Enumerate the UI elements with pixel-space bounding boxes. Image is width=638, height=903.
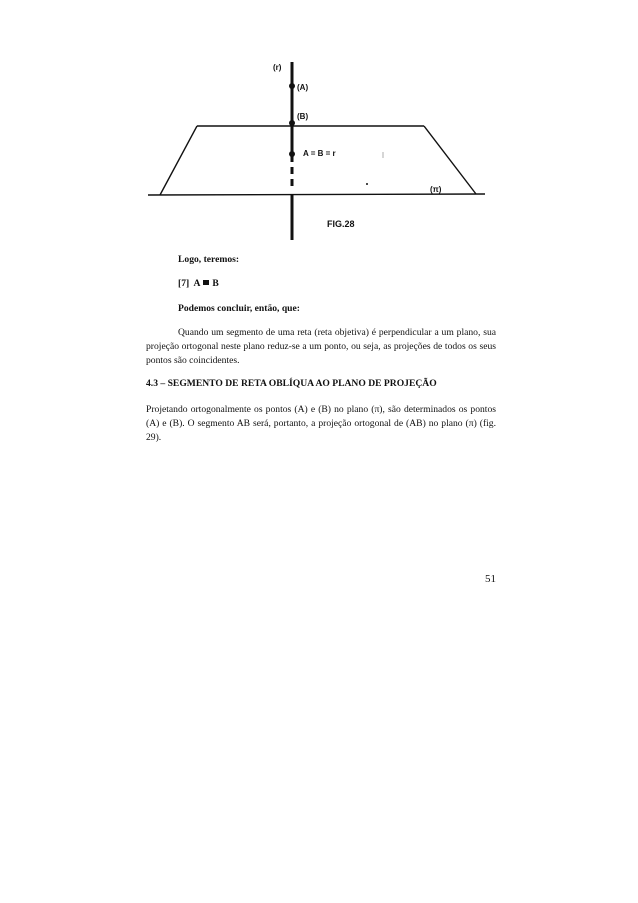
equation-a: A [193,278,201,289]
label-pi: (π) [430,185,442,194]
stray-dot [366,183,368,185]
coincides-symbol [203,280,209,285]
equation-7 [146,277,528,291]
figure-caption: FIG.28 [327,219,355,229]
page-number: 51 [485,573,496,585]
paragraph-perpendicular: Quando um segmento de uma reta (reta objetiva) é perpendicular a um plano, sua projeção ortogonal neste plano reduz-se a um ponto, ou seja, as projeções de todos os seus pontos são coincidentes. [146,327,496,366]
label-r: (r) [273,63,282,72]
point-projection [289,151,295,157]
label-a: (A) [297,83,309,92]
label-projection: A = B = r [303,149,336,158]
paragraph-oblique: Projetando ortogonalmente os pontos (A) e (B) no plano (π), são determinados os pontos (A) e (B). O segmento AB será, portanto, a projeção ortogonal de (AB) no plano (π) (fig. 29). [146,404,496,443]
figure-28 [140,50,490,245]
point-b [289,120,295,126]
equation-b: B [212,278,219,289]
logo-line: Logo, teremos: [178,254,240,265]
equation-number: [7] [178,278,190,289]
section-heading: 4.3 – SEGMENTO DE RETA OBLÍQUA AO PLANO DE PROJEÇÃO [146,378,437,389]
conclusion-line: Podemos concluir, então, que: [178,303,300,314]
point-a [289,83,295,89]
label-b: (B) [297,112,309,121]
